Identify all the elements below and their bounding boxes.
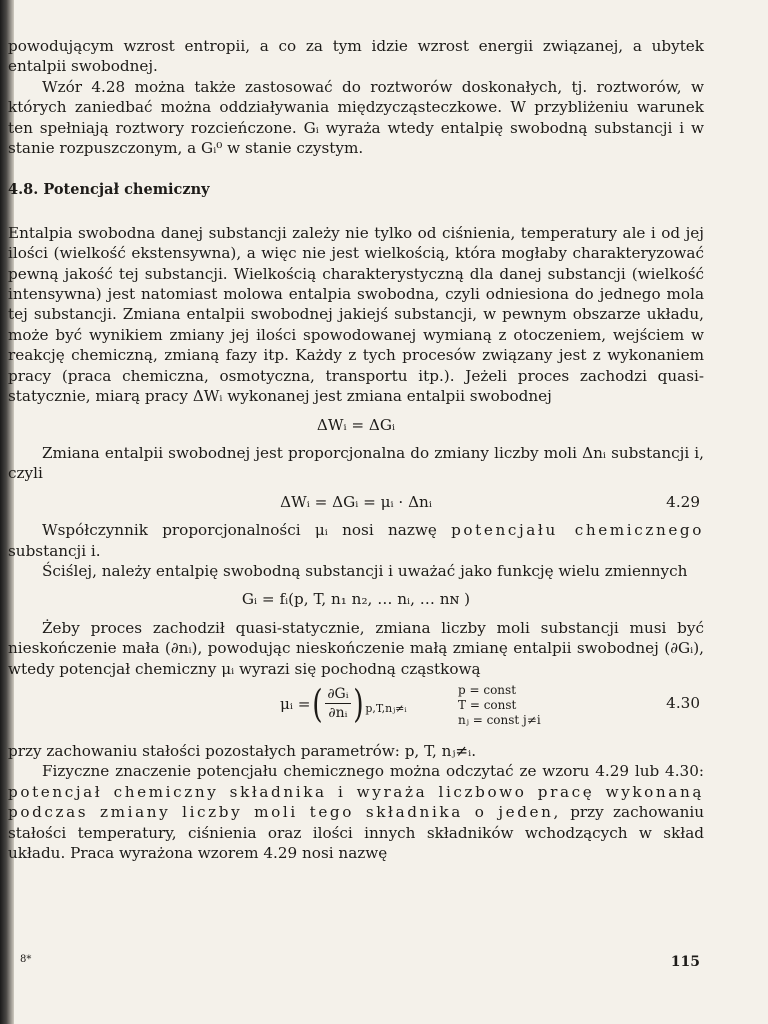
paragraph-quasistatic: Żeby proces zachodził quasi-statycznie, zmiana liczby moli substancji musi być nieskończenie mała (∂nᵢ), powodując nieskończenie małą zmianę entalpii swobodnej (∂Gᵢ), wtedy potencjał chemiczny μᵢ wyrazi się pochodną cząstkową xyxy=(8,618,704,678)
fraction xyxy=(325,685,350,722)
equation-lhs: μᵢ = xyxy=(280,694,311,713)
equation-work-enthalpy xyxy=(8,415,704,435)
equation-number: 4.29 xyxy=(666,492,700,511)
paragraph-proportional: Zmiana entalpii swobodnej jest proporcjonalna do zmiany liczby moli Δnᵢ substancji i, czyli xyxy=(8,443,704,483)
section-number: 4.8. xyxy=(8,181,39,199)
equation-expression: ΔWᵢ = ΔGᵢ = μᵢ · Δnᵢ xyxy=(280,492,432,511)
constraint: p = const xyxy=(458,682,517,697)
paragraph-physical-meaning xyxy=(8,761,704,863)
equation-expression: ΔWᵢ = ΔGᵢ xyxy=(316,415,396,434)
term-chemical-potential: potencjału chemicznego xyxy=(451,521,704,540)
constraint-list xyxy=(458,683,541,728)
equation-expression: Gᵢ = fᵢ(p, T, n₁ n₂, … nᵢ, … nɴ ) xyxy=(241,590,471,609)
paragraph-entropy: powodującym wzrost entropii, a co za tym idzie wzrost energii związanej, a ubytek entalpii swobodnej. xyxy=(8,37,704,76)
paragraph-intro: Entalpia swobodna danej substancji zależy nie tylko od ciśnienia, temperatury ale i od jej ilości (wielkość ekstensywna), a więc nie jest wielkością, która mogłaby charakteryzować pewną jakość tej substancji. Wielkością charakterystyczną dla danej substancji (wielkość intensywna) jest natomiast molowa entalpia swobodna, czyli odniesiona do jednego mola tej substancji. Zmiana entalpii swobodnej jakiejś substancji, w pewnym obszarze układu, może być wynikiem zmiany jej ilości spowodowanej wymianą z otoczeniem, wejściem w reakcję chemiczną, zmianą fazy itp. Każdy z tych procesów związany jest z wykonaniem pracy (praca chemiczna, osmotyczna, transportu itp.). Jeżeli proces zachodzi quasi-statycznie, miarą pracy ΔWᵢ wykonanej jest zmiana entalpii swobodnej xyxy=(8,223,704,406)
constraint: T = const xyxy=(458,697,517,712)
partial-derivative xyxy=(280,681,407,726)
page-number: 115 xyxy=(670,954,700,970)
open-paren: ( xyxy=(312,681,324,726)
paragraph-strictly: Ściślej, należy entalpię swobodną substancji i uważać jako funkcję wielu zmiennych xyxy=(42,561,688,580)
denominator: ∂nᵢ xyxy=(328,705,348,722)
text-before: Współczynnik proporcjonalności μᵢ nosi nazwę xyxy=(42,521,452,540)
definition-spaced: potencjał chemiczny składnika i wyraża liczbowo pracę wykonaną podczas zmiany liczby moli tego składnika o jeden, xyxy=(8,782,704,822)
page-body xyxy=(8,36,704,863)
section-heading xyxy=(8,180,704,200)
paragraph-ideal-solutions: Wzór 4.28 można także zastosować do roztworów doskonałych, tj. roztworów, w których zaniedbać można oddziaływania międzycząsteczkowe. W przybliżeniu warunek ten spełniają roztwory rozcieńczone. Gᵢ wyraża wtedy entalpię swobodną substancji i w stanie rozpuszczonym, a Gᵢ⁰ w stanie czystym. xyxy=(8,77,704,158)
close-paren: ) xyxy=(352,681,364,726)
subscript: p,T,nⱼ≠ᵢ xyxy=(365,701,407,715)
paragraph-coefficient xyxy=(8,520,704,561)
text-a: Fizyczne znaczenie potencjału chemicznego można odczytać ze wzoru 4.29 lub 4.30: xyxy=(42,762,704,781)
constraint: nⱼ = const j≠i xyxy=(458,712,541,727)
paragraph-constant-params: przy zachowaniu stałości pozostałych parametrów: p, T, nⱼ≠ᵢ. xyxy=(8,741,477,760)
section-title: Potencjał chemiczny xyxy=(43,181,210,199)
text-c: przy zachowaniu stałości temperatury, ciśnienia oraz ilości innych składników wchodzących w skład układu. Praca wyrażona wzorem 4.29 nosi nazwę xyxy=(8,803,704,862)
equation-function xyxy=(8,589,704,609)
equation-4-29 xyxy=(8,492,704,512)
numerator: ∂Gᵢ xyxy=(327,686,349,703)
text-after: substancji i. xyxy=(8,541,101,560)
equation-number: 4.30 xyxy=(666,693,700,712)
equation-4-30 xyxy=(8,681,704,733)
signature-mark: 8* xyxy=(20,954,32,965)
